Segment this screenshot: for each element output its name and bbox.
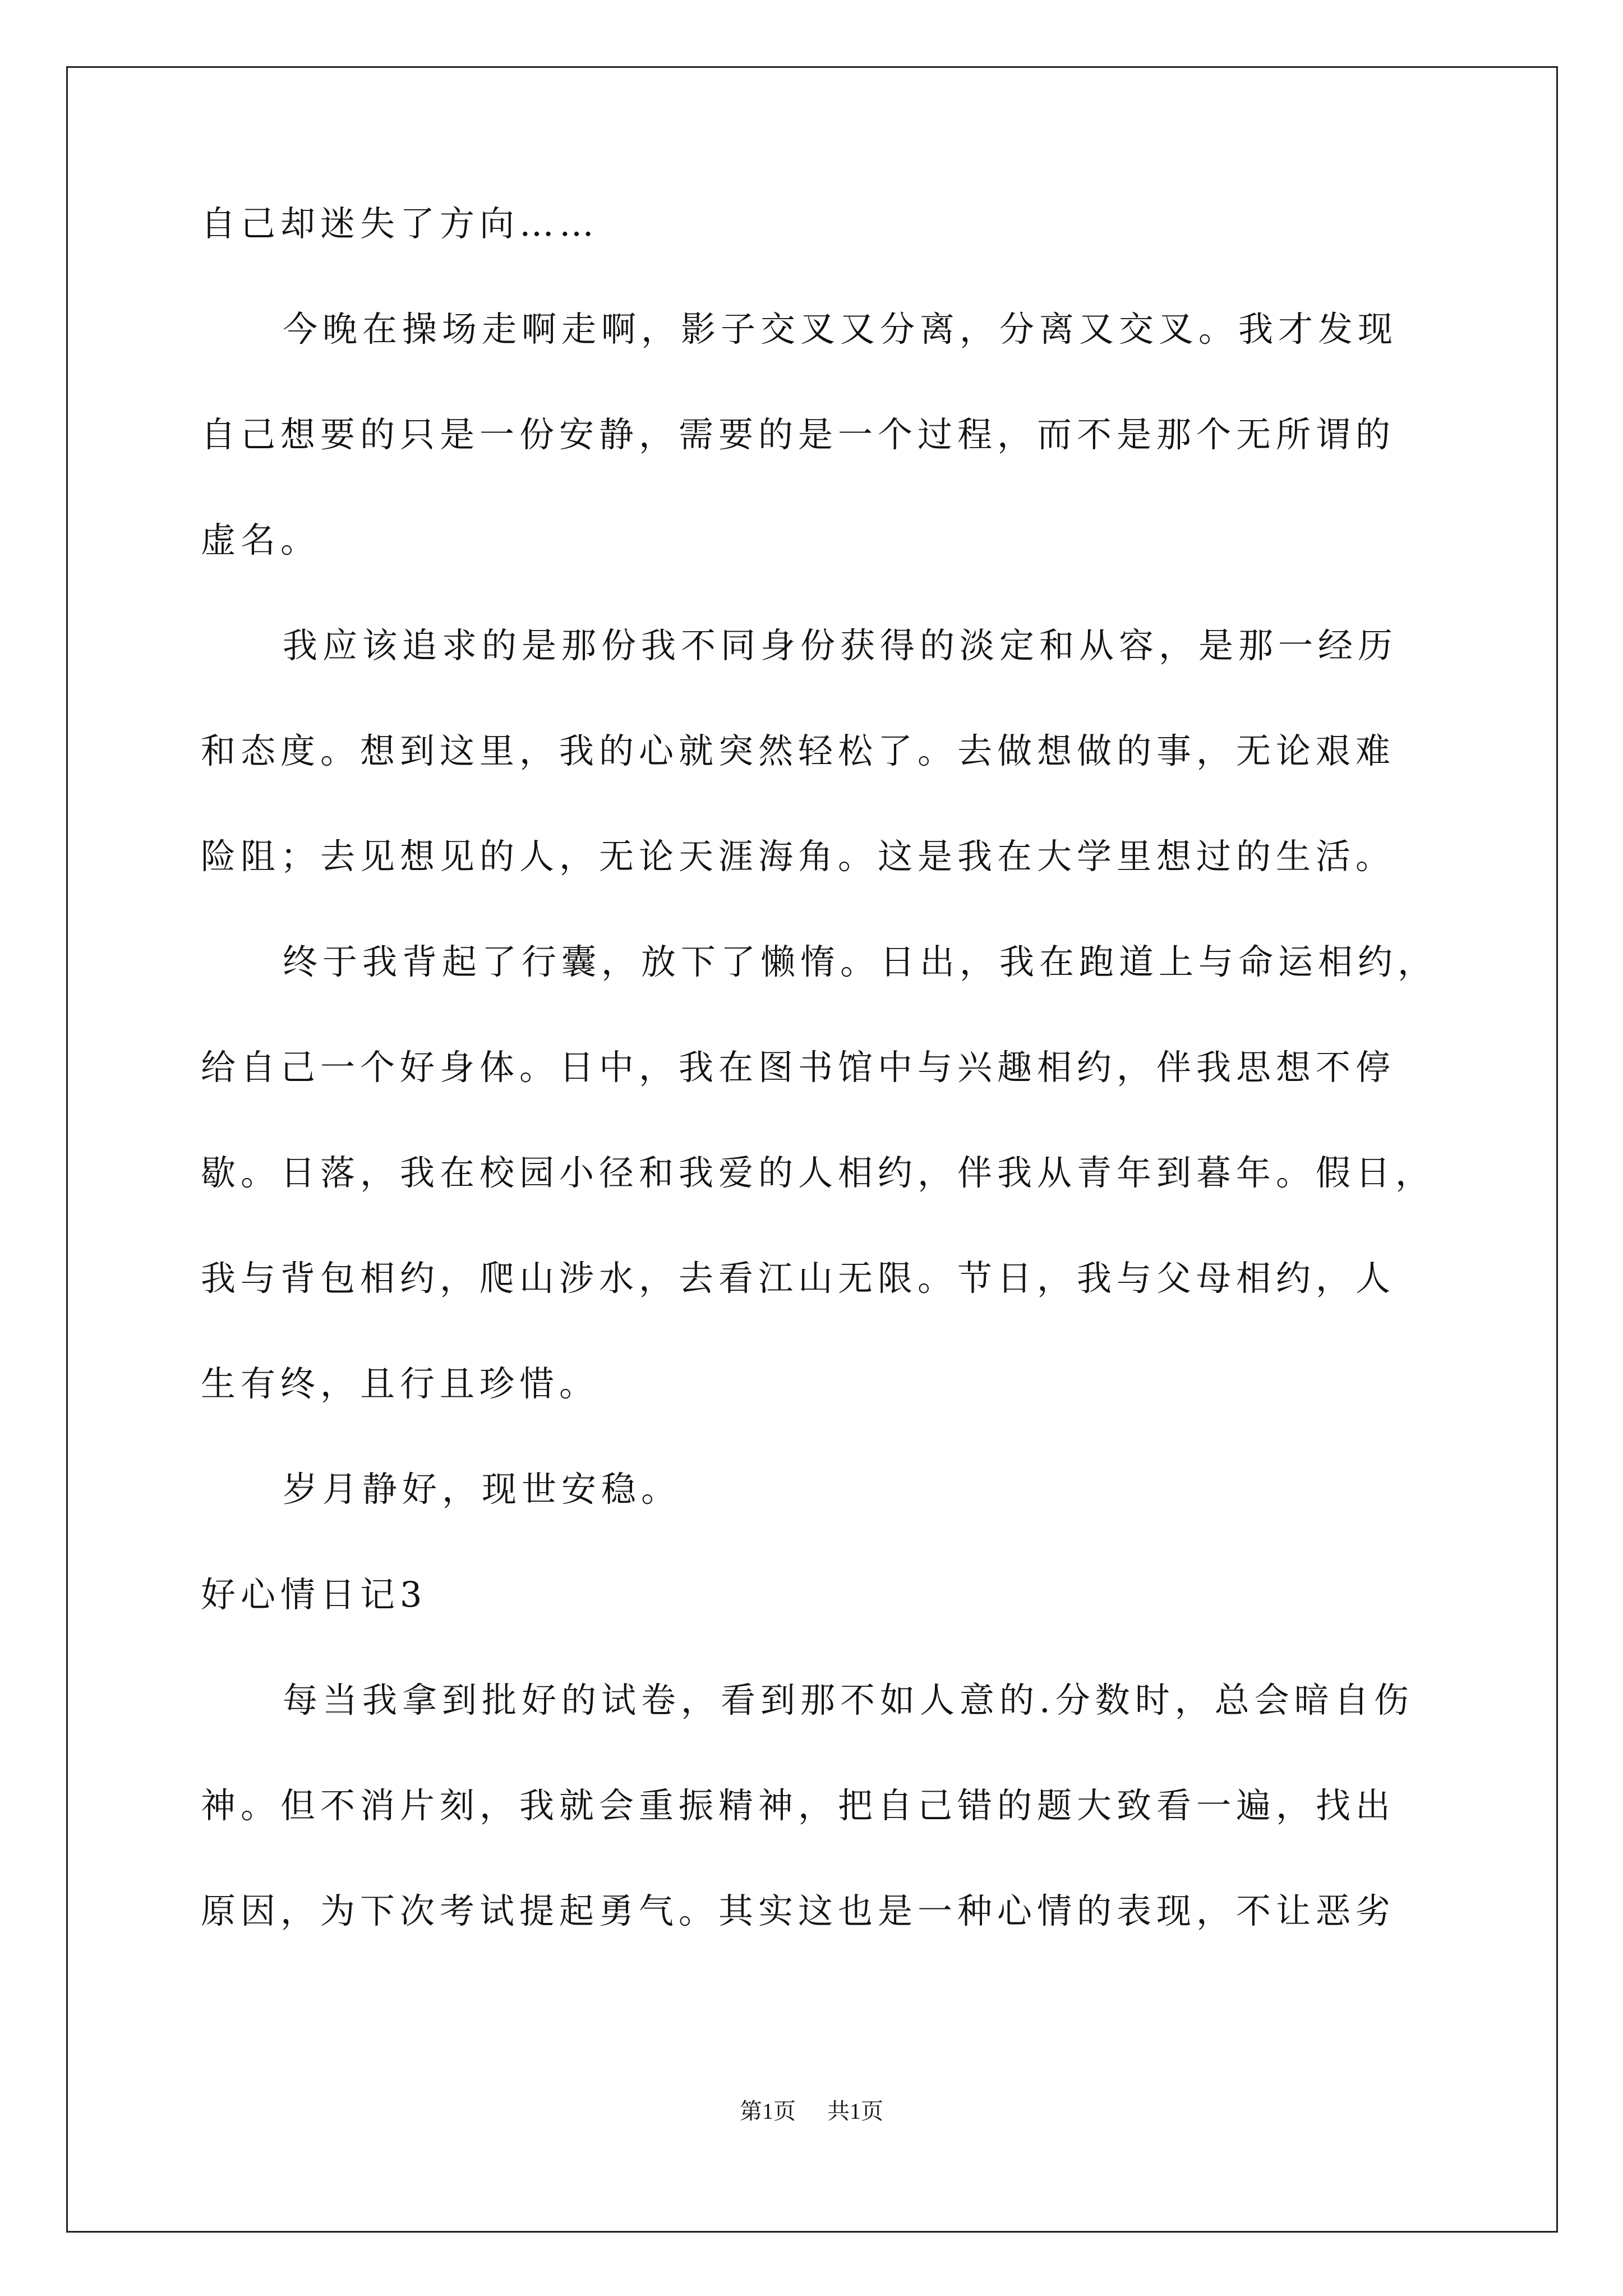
paragraph-first-line: 每当我拿到批好的试卷，看到那不如人意的.分数时，总会暗自伤 xyxy=(283,1680,1414,1720)
text-line: 神。但不消片刻，我就会重振精神，把自己错的题大致看一遍，找出 xyxy=(201,1785,1396,1826)
text-line: 给自己一个好身体。日中，我在图书馆中与兴趣相约，伴我思想不停 xyxy=(201,1047,1396,1088)
paragraph-first-line: 我应该追求的是那份我不同身份获得的淡定和从容，是那一经历 xyxy=(283,625,1398,666)
paragraph-first-line: 岁月静好，现世安稳。 xyxy=(283,1469,681,1510)
text-line: 自己想要的只是一份安静，需要的是一个过程，而不是那个无所谓的 xyxy=(201,414,1396,455)
text-line: 自己却迷失了方向…… xyxy=(201,203,600,244)
text-line: 我与背包相约，爬山涉水，去看江山无限。节日，我与父母相约，人 xyxy=(201,1258,1396,1299)
text-line: 生有终，且行且珍惜。 xyxy=(201,1363,600,1404)
text-line: 和态度。想到这里，我的心就突然轻松了。去做想做的事，无论艰难 xyxy=(201,730,1396,771)
paragraph-first-line: 今晚在操场走啊走啊，影子交叉又分离，分离又交叉。我才发现 xyxy=(283,309,1398,349)
page-total: 共1页 xyxy=(827,2099,883,2124)
text-line: 歇。日落，我在校园小径和我爱的人相约，伴我从青年到暮年。假日， xyxy=(201,1152,1436,1193)
text-line: 险阻；去见想见的人，无论天涯海角。这是我在大学里想过的生活。 xyxy=(201,836,1396,877)
page-footer xyxy=(0,2100,1623,2123)
section-heading: 好心情日记3 xyxy=(201,1574,427,1615)
text-line: 虚名。 xyxy=(201,519,321,560)
page-number: 第1页 xyxy=(740,2099,796,2124)
paragraph-first-line: 终于我背起了行囊，放下了懒惰。日出，我在跑道上与命运相约， xyxy=(283,941,1438,982)
text-line: 原因，为下次考试提起勇气。其实这也是一种心情的表现，不让恶劣 xyxy=(201,1890,1396,1931)
